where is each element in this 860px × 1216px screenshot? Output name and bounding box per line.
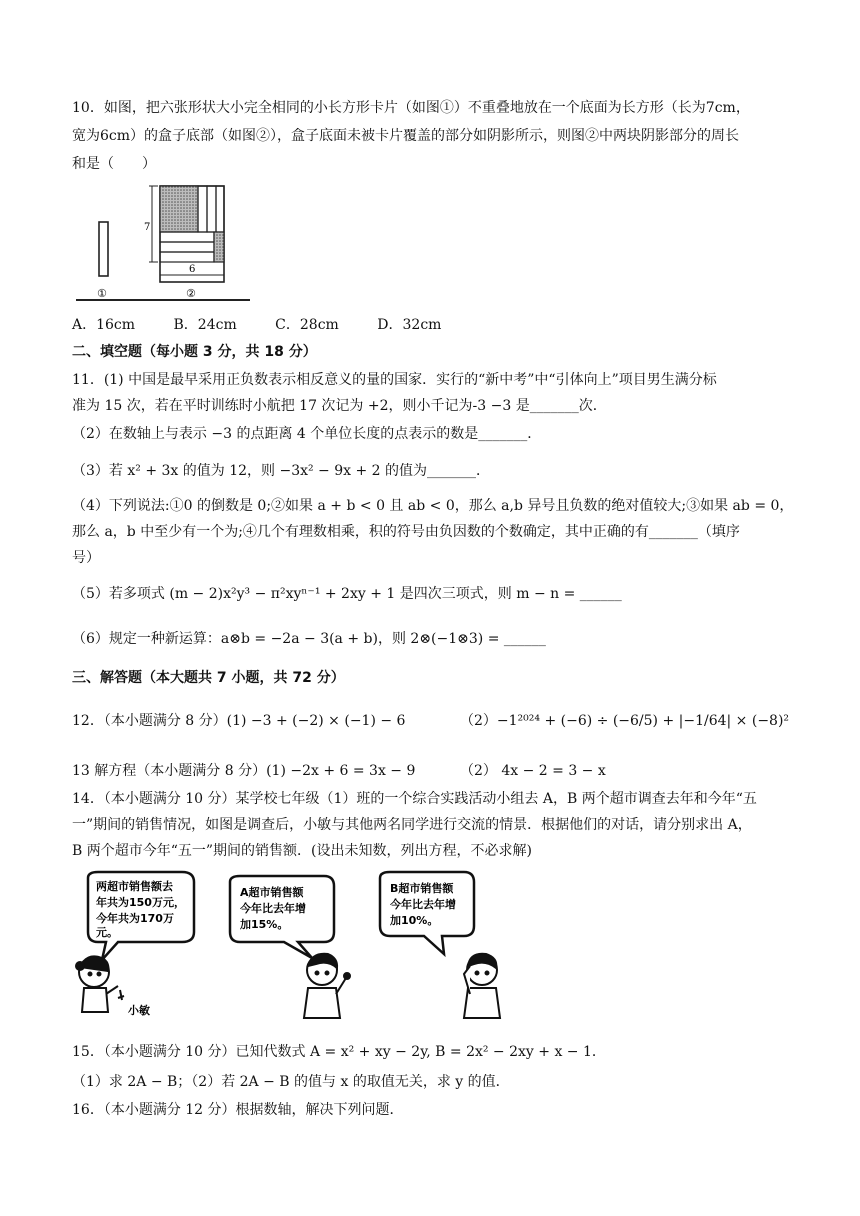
bubble-1-text-3: 今年共为170万 bbox=[96, 912, 174, 925]
section2-title: 二、填空题（每小题 3 分，共 18 分） bbox=[72, 344, 317, 360]
option-c: C．28cm bbox=[275, 317, 339, 333]
bubble-1-text-2: 年共为150万元， bbox=[96, 896, 185, 909]
bubble-2-text-2: 今年比去年增 bbox=[240, 902, 306, 915]
bubble-1-text-4: 元。 bbox=[96, 926, 118, 939]
q11-p4-line-3: 号） bbox=[72, 550, 100, 566]
q10-line-1: 10．如图，把六张形状大小完全相同的小长方形卡片（如图①）不重叠地放在一个底面为长方形（长为7cm， bbox=[72, 100, 750, 116]
bubble-3-text-1: B超市销售额 bbox=[390, 882, 454, 895]
q10-fig-label-1: ① bbox=[97, 287, 107, 300]
q14-line-2: 一”期间的销售情况，如图是调查后，小敏与其他两名同学进行交流的情景．根据他们的对话，请分别求出 A， bbox=[72, 817, 752, 833]
student-b-figure bbox=[464, 954, 500, 1018]
q15-line-1: 15．（本小题满分 10 分）已知代数式 A = x² + xy − 2y, B = 2x² − 2xy + x − 1． bbox=[72, 1044, 606, 1060]
q11-p2: （2）在数轴上与表示 −3 的点距离 4 个单位长度的点表示的数是_______． bbox=[72, 426, 542, 442]
q11-p4-line-1: （4）下列说法:①0 的倒数是 0;②如果 a + b < 0 且 ab < 0，那么 a,b 异号且负数的绝对值较大;③如果 ab = 0， bbox=[72, 498, 794, 514]
q10-fig-label-2: ② bbox=[186, 287, 196, 300]
q15-line-2: （1）求 2A − B；（2）若 2A − B 的值与 x 的取值无关，求 y 的值． bbox=[72, 1074, 510, 1090]
bubble-2-text-1: A超市销售额 bbox=[240, 886, 304, 899]
q13-part-2: （2） 4x − 2 = 3 − x bbox=[460, 763, 606, 779]
q10-dim-7: 7 bbox=[144, 222, 151, 233]
q12-part-1: 12．（本小题满分 8 分）(1) −3 + (−2) × (−1) − 6 bbox=[72, 713, 406, 729]
q10-dim-6: 6 bbox=[189, 264, 196, 275]
q10-figure bbox=[72, 180, 262, 305]
section3-title: 三、解答题（本大题共 7 小题，共 72 分） bbox=[72, 670, 345, 686]
q11-p1-line-1: 11．(1) 中国是最早采用正负数表示相反意义的量的国家．实行的“新中考”中“引体向上”项目男生满分标 bbox=[72, 372, 717, 388]
q10-shade-bottom bbox=[214, 232, 224, 262]
bubble-2-text-3: 加15%。 bbox=[240, 918, 289, 931]
q16-line-1: 16．（本小题满分 12 分）根据数轴，解决下列问题． bbox=[72, 1102, 404, 1118]
q14-illustration bbox=[72, 870, 552, 1030]
bubble-3-text-3: 加10%。 bbox=[390, 914, 439, 927]
bubble-1-text-1: 两超市销售额去 bbox=[96, 880, 173, 893]
q10-card-shape bbox=[99, 222, 108, 276]
q11-p5: （5）若多项式 (m − 2)x²y³ − π²xyⁿ⁻¹ + 2xy + 1 是四次三项式，则 m − n = ______ bbox=[72, 586, 622, 602]
bubble-3-text-2: 今年比去年增 bbox=[390, 898, 456, 911]
option-a: A．16cm bbox=[72, 317, 136, 333]
student-a-figure bbox=[304, 954, 350, 1018]
option-d: D．32cm bbox=[377, 317, 442, 333]
q10-line-3: 和是（ ） bbox=[72, 156, 156, 172]
q14-line-1: 14．（本小题满分 10 分）某学校七年级（1）班的一个综合实践活动小组去 A，B 两个超市调查去年和今年“五 bbox=[72, 791, 757, 807]
q11-p1-line-2: 准为 15 次，若在平时训练时小航把 17 次记为 +2，则小千记为-3 −3 是_______次． bbox=[72, 398, 607, 414]
q10-options bbox=[72, 315, 792, 335]
q11-p3: （3）若 x² + 3x 的值为 12，则 −3x² − 9x + 2 的值为_______． bbox=[72, 463, 491, 479]
q13-part-1: 13 解方程（本小题满分 8 分）(1) −2x + 6 = 3x − 9 bbox=[72, 763, 416, 779]
q11-p4-line-2: 那么 a，b 中至少有一个为;④几个有理数相乘，积的符号由负因数的个数确定，其中正确的有_______（填序 bbox=[72, 524, 740, 540]
q10-shade-top bbox=[160, 186, 198, 232]
q11-p6: （6）规定一种新运算：a⊗b = −2a − 3(a + b)，则 2⊗(−1⊗3) = ______ bbox=[72, 631, 546, 647]
q10-line-2: 宽为6cm）的盒子底部（如图②），盒子底面未被卡片覆盖的部分如阴影所示，则图②中两块阴影部分的周长 bbox=[72, 128, 740, 144]
student-xiaomin-figure bbox=[76, 956, 124, 1012]
student-name-label: 小敏 bbox=[128, 1004, 150, 1017]
option-b: B．24cm bbox=[173, 317, 237, 333]
q12-part-2: （2）−1²⁰²⁴ + (−6) ÷ (−6/5) + |−1/64| × (−8)² bbox=[460, 713, 790, 729]
q14-line-3: B 两个超市今年“五一”期间的销售额．(设出未知数，列出方程，不必求解) bbox=[72, 843, 532, 859]
